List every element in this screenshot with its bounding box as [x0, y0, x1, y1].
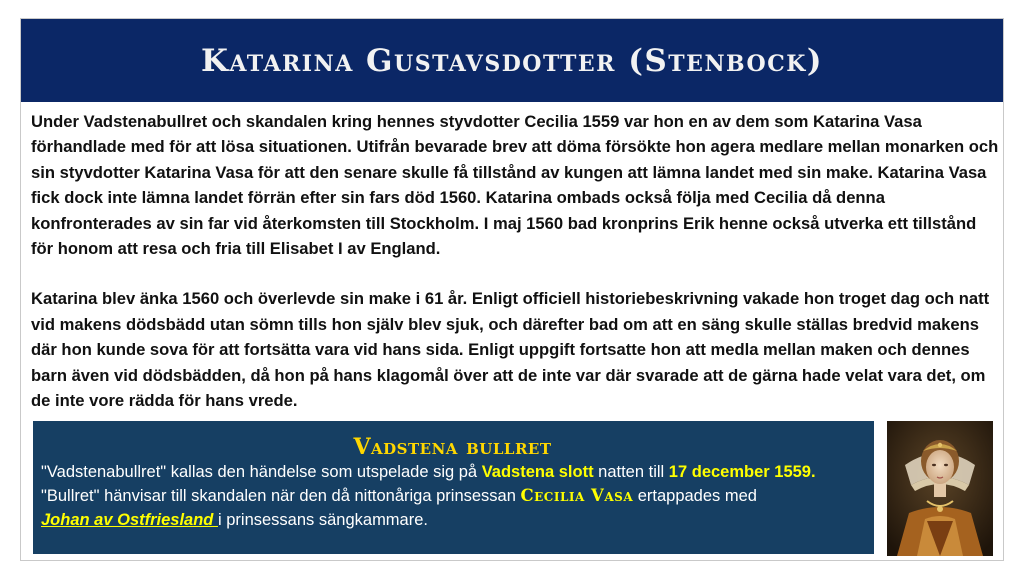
info-text: "Bullret" hänvisar till skandalen när den då nittonåriga prinsessan — [41, 487, 521, 505]
body-text — [31, 109, 1001, 413]
title-bar — [21, 19, 1003, 102]
info-text: natten till — [593, 463, 669, 481]
info-text: i prinsessans sängkammare. — [217, 511, 428, 529]
johan-link[interactable]: Johan av Ostfriesland — [41, 511, 218, 529]
slide-title: Katarina Gustavsdotter (Stenbock) — [200, 42, 824, 79]
info-text: "Vadstenabullret" kallas den händelse som utspelade sig på — [41, 463, 482, 481]
paragraph-1: Under Vadstenabullret och skandalen kring hennes styvdotter Cecilia 1559 var hon en av dem som Katarina Vasa förhandlade med för att lösa situationen. Utifrån bevarade brev att döma försökte hon agera medlare mellan monarken och sin styvdotter Katarina Vasa för att den senare skulle få tillstånd av kungen att lämna landet med sin make. Katarina Vasa fick dock inte lämna landet förrän efter sin fars död 1560. Katarina ombads också följa med Cecilia då denna konfronterades av sin far vid återkomsten till Stockholm. I maj 1560 bad kronprins Erik henne också utverka ett tillstånd för honom att resa och fria till Elisabet I av England. — [31, 112, 999, 259]
info-box-line-3 — [41, 508, 864, 532]
portrait-image — [887, 421, 993, 556]
info-box-line-2 — [41, 484, 864, 508]
info-box-line-1 — [41, 460, 864, 484]
portrait-painting — [887, 421, 993, 556]
name-highlight: Cecilia Vasa — [520, 486, 634, 505]
date-highlight: 17 december 1559. — [668, 463, 816, 481]
place-highlight: Vadstena slott — [481, 463, 594, 481]
info-box-title: Vadstena bullret — [353, 434, 552, 460]
info-box — [33, 421, 874, 554]
paragraph-2: Katarina blev änka 1560 och överlevde sin make i 61 år. Enligt officiell historiebeskrivning vakade hon troget dag och natt vid makens dödsbädd utan sömn tills hon själv blev sjuk, och därefter bad om att en säng skulle ställas bredvid makens där hon kunde sova för att fortsätta vara vid hans sida. Enligt uppgift fortsatte hon att medla mellan maken och dennes barn även vid dödsbädden, då hon på hans klagomål över att de inte var där svarade att de gärna hade velat vara det, om de inte vore rädda för hans vrede. — [31, 289, 990, 411]
info-text: ertappades med — [633, 487, 757, 505]
